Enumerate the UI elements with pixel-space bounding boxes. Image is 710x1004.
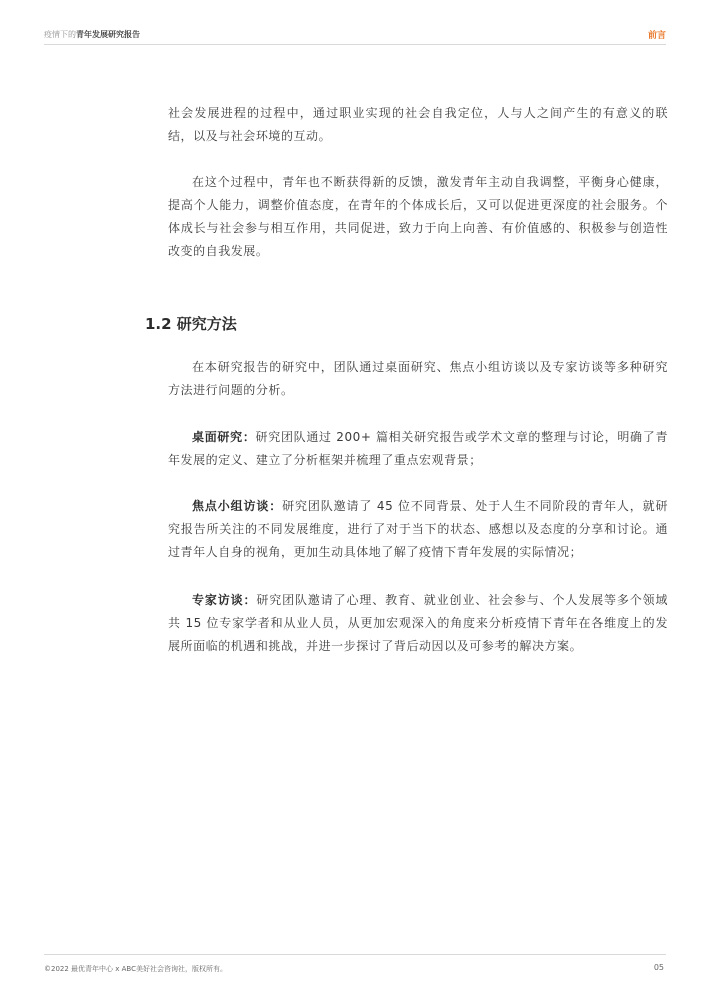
method-desk-research-label: 桌面研究： xyxy=(192,430,256,444)
method-expert-interview-text xyxy=(168,589,668,658)
paragraph-3-text: 在本研究报告的研究中，团队通过桌面研究、焦点小组访谈以及专家访谈等多种研究方法进行问题的分析。 xyxy=(168,360,668,397)
method-focus-group xyxy=(168,495,668,564)
section-tag: 前言 xyxy=(647,31,666,41)
method-expert-interview xyxy=(168,589,668,658)
method-expert-interview-label: 专家访谈： xyxy=(192,593,257,607)
paragraph-1-text: 社会发展进程的过程中，通过职业实现的社会自我定位，人与人之间产生的有意义的联结，以及与社会环境的互动。 xyxy=(168,106,668,143)
method-expert-interview-body: 研究团队邀请了心理、教育、就业创业、社会参与、个人发展等多个领域共 15 位专家学者和从业人员，从更加宏观深入的角度来分析疫情下青年在各维度上的发展所面临的机遇和挑战，并进一步探讨了背后动因以及可参考的解决方案。 xyxy=(168,593,668,653)
copyright-notice: ©2022 最优青年中心 x ABC美好社会咨询社，版权所有。 xyxy=(44,965,227,973)
page-number: 05 xyxy=(653,963,664,972)
method-focus-group-text xyxy=(168,495,668,564)
method-desk-research-body: 研究团队通过 200+ 篇相关研究报告或学术文章的整理与讨论，明确了青年发展的定义、建立了分析框架并梳理了重点宏观背景； xyxy=(168,430,668,467)
paragraph-2 xyxy=(168,171,668,263)
header-divider xyxy=(44,44,666,45)
paragraph-3 xyxy=(168,356,668,402)
report-title xyxy=(44,29,140,40)
paragraph-2-text: 在这个过程中，青年也不断获得新的反馈，激发青年主动自我调整，平衡身心健康，提高个人能力，调整价值态度，在青年的个体成长后，又可以促进更深度的社会服务。个体成长与社会参与相互作用，共同促进，致力于向上向善、有价值感的、积极参与创造性改变的自我发展。 xyxy=(168,175,668,258)
report-title-main: 青年发展研究报告 xyxy=(76,30,140,39)
footer-divider xyxy=(44,954,666,955)
paragraph-1 xyxy=(168,102,668,148)
section-heading: 1.2 研究方法 xyxy=(145,315,237,333)
method-focus-group-body: 研究团队邀请了 45 位不同背景、处于人生不同阶段的青年人，就研究报告所关注的不同发展维度，进行了对于当下的状态、感想以及态度的分享和讨论。通过青年人自身的视角，更加生动具体地了解了疫情下青年发展的实际情况； xyxy=(168,499,668,559)
method-focus-group-label: 焦点小组访谈： xyxy=(192,499,283,513)
report-title-prefix: 疫情下的 xyxy=(44,30,76,39)
method-desk-research xyxy=(168,426,668,472)
method-desk-research-text xyxy=(168,426,668,472)
page-header xyxy=(0,0,710,46)
